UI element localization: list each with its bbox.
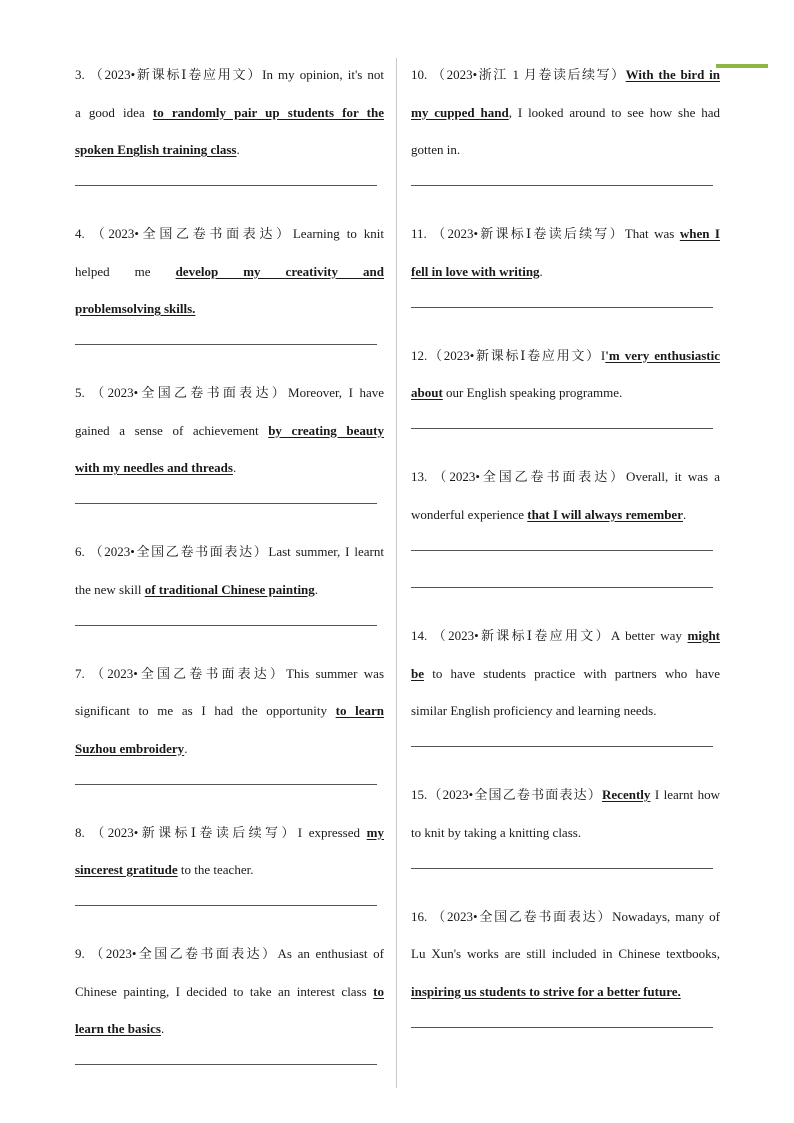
sentence-line <box>411 906 720 928</box>
sentence-line <box>75 457 384 479</box>
highlighted-phrase: by creating beauty <box>268 422 384 438</box>
sentence-text: to have students practice with partners who have <box>424 665 720 681</box>
highlighted-phrase: be <box>411 665 424 681</box>
sentence-line <box>75 943 384 965</box>
sentence-line <box>75 541 384 563</box>
sentence-text: 12.（2023•新课标Ⅰ卷应用文）I <box>411 347 606 363</box>
sentence-text: . <box>539 263 543 279</box>
accent-bar <box>716 64 768 68</box>
sentence-text: . <box>232 460 237 475</box>
answer-blank-line[interactable] <box>75 344 377 345</box>
sentence-line <box>75 579 384 601</box>
answer-blank-line[interactable] <box>75 625 377 626</box>
highlighted-phrase: when I <box>679 226 720 241</box>
highlighted-phrase: to randomly pair up students for the <box>152 104 384 120</box>
sentence-text: a good idea <box>75 104 153 120</box>
sentence-line <box>75 298 384 320</box>
sentence-text: , I looked around to see how she had <box>508 104 720 120</box>
highlighted-phrase: to <box>373 983 384 999</box>
highlighted-phrase: spoken English training class <box>75 142 237 157</box>
sentence-line <box>75 420 384 442</box>
sentence-text: helped me <box>75 263 176 279</box>
highlighted-phrase: about <box>411 385 443 400</box>
sentence-text: 14. （2023•新课标Ⅰ卷应用文）A better way <box>411 628 688 643</box>
sentence-line <box>411 504 720 526</box>
sentence-text: . <box>160 1021 165 1036</box>
sentence-text: 8. （2023•新课标Ⅰ卷读后续写）I expressed <box>75 824 367 840</box>
sentence-text: . <box>682 506 687 522</box>
highlighted-phrase: fell in love with writing <box>411 263 540 279</box>
sentence-line <box>411 822 720 844</box>
sentence-text: 5. （2023•全国乙卷书面表达）Moreover, I have <box>75 385 384 400</box>
highlighted-phrase: my cupped hand <box>411 104 509 120</box>
sentence-line <box>75 738 384 760</box>
sentence-line <box>411 784 720 806</box>
highlighted-phrase: problemsolving skills. <box>75 301 196 316</box>
sentence-text: Chinese painting, I decided to take an interest class <box>75 983 374 999</box>
sentence-line <box>411 700 720 722</box>
sentence-line <box>411 223 720 245</box>
sentence-text: 6. （2023•全国乙卷书面表达）Last summer, I learnt <box>75 544 384 559</box>
sentence-line <box>75 223 384 245</box>
highlighted-phrase: Suzhou embroidery <box>75 740 185 756</box>
sentence-line <box>75 859 384 881</box>
sentence-text: wonderful experience <box>411 506 528 522</box>
answer-blank-line[interactable] <box>75 905 377 906</box>
sentence-text: our English speaking programme. <box>442 385 623 400</box>
sentence-line <box>411 466 720 488</box>
sentence-text: gotten in. <box>411 142 461 157</box>
highlighted-phrase: to learn <box>335 703 384 718</box>
answer-blank-line[interactable] <box>75 784 377 785</box>
answer-blank-line[interactable] <box>75 185 377 186</box>
sentence-text: 9. （2023•全国乙卷书面表达）As an enthusiast of <box>75 946 384 961</box>
answer-blank-line[interactable] <box>411 428 713 429</box>
highlighted-phrase: With the bird in <box>625 67 720 82</box>
sentence-text: 10. （2023•浙江 1 月卷读后续写） <box>411 67 626 82</box>
highlighted-phrase: learn the basics <box>75 1021 161 1036</box>
sentence-line <box>411 102 720 124</box>
sentence-text: . <box>314 581 319 597</box>
column-divider <box>396 58 397 1088</box>
answer-blank-line[interactable] <box>411 587 713 588</box>
sentence-text: . <box>236 142 240 157</box>
answer-blank-line[interactable] <box>411 307 713 308</box>
sentence-line <box>411 943 720 965</box>
highlighted-phrase: 'm very enthusiastic <box>605 347 720 363</box>
answer-blank-line[interactable] <box>411 746 713 747</box>
sentence-line <box>75 64 384 86</box>
sentence-text: Lu Xun's works are still included in Chinese textbooks, <box>411 946 720 961</box>
sentence-line <box>75 102 384 124</box>
sentence-line <box>75 822 384 844</box>
answer-blank-line[interactable] <box>411 185 713 186</box>
highlighted-phrase: with my needles and threads <box>75 460 233 475</box>
sentence-text: 3. （2023•新课标Ⅰ卷应用文）In my opinion, it's not <box>75 67 384 82</box>
sentence-text: 16. （2023•全国乙卷书面表达）Nowadays, many of <box>411 908 720 924</box>
sentence-text: to the teacher. <box>177 862 254 877</box>
sentence-text: the new skill <box>75 581 145 597</box>
sentence-text: 15.（2023•全国乙卷书面表达） <box>411 787 603 802</box>
answer-blank-line[interactable] <box>411 1027 713 1028</box>
highlighted-phrase: sincerest gratitude <box>75 862 178 877</box>
sentence-line <box>411 261 720 283</box>
sentence-line <box>411 64 720 86</box>
highlighted-phrase: that I will always remember <box>527 506 683 522</box>
sentence-line <box>75 382 384 404</box>
sentence-text: 11. （2023•新课标Ⅰ卷读后续写）That was <box>411 226 680 241</box>
sentence-text: 13. （2023•全国乙卷书面表达）Overall, it was a <box>411 469 720 484</box>
sentence-text: gained a sense of achievement <box>75 422 269 438</box>
sentence-line <box>75 981 384 1003</box>
highlighted-phrase: my <box>366 824 384 840</box>
sentence-text: 4. （2023•全国乙卷书面表达）Learning to knit <box>75 226 384 241</box>
answer-blank-line[interactable] <box>411 868 713 869</box>
sentence-text: . <box>184 740 188 756</box>
highlighted-phrase: inspiring us students to strive for a better future. <box>411 983 681 999</box>
highlighted-phrase: of traditional Chinese painting <box>144 581 315 597</box>
answer-blank-line[interactable] <box>75 503 377 504</box>
answer-blank-line[interactable] <box>75 1064 377 1065</box>
sentence-line <box>75 663 384 685</box>
sentence-line <box>75 1018 384 1040</box>
sentence-line <box>411 663 720 685</box>
sentence-text: significant to me as I had the opportunity <box>75 703 336 718</box>
sentence-line <box>411 139 720 161</box>
highlighted-phrase: Recently <box>602 787 651 802</box>
sentence-text: 7. （2023•全国乙卷书面表达）This summer was <box>75 665 384 681</box>
sentence-text: I learnt how <box>650 787 721 802</box>
sentence-text: to knit by taking a knitting class. <box>411 824 582 840</box>
sentence-line <box>411 382 720 404</box>
sentence-line <box>75 139 384 161</box>
highlighted-phrase: develop my creativity and <box>175 263 384 279</box>
highlighted-phrase: might <box>687 628 720 643</box>
answer-blank-line[interactable] <box>411 550 713 551</box>
sentence-text: similar English proficiency and learning needs. <box>411 703 657 718</box>
sentence-line <box>75 261 384 283</box>
sentence-line <box>75 700 384 722</box>
sentence-line <box>411 345 720 367</box>
sentence-line <box>411 981 720 1003</box>
sentence-line <box>411 625 720 647</box>
